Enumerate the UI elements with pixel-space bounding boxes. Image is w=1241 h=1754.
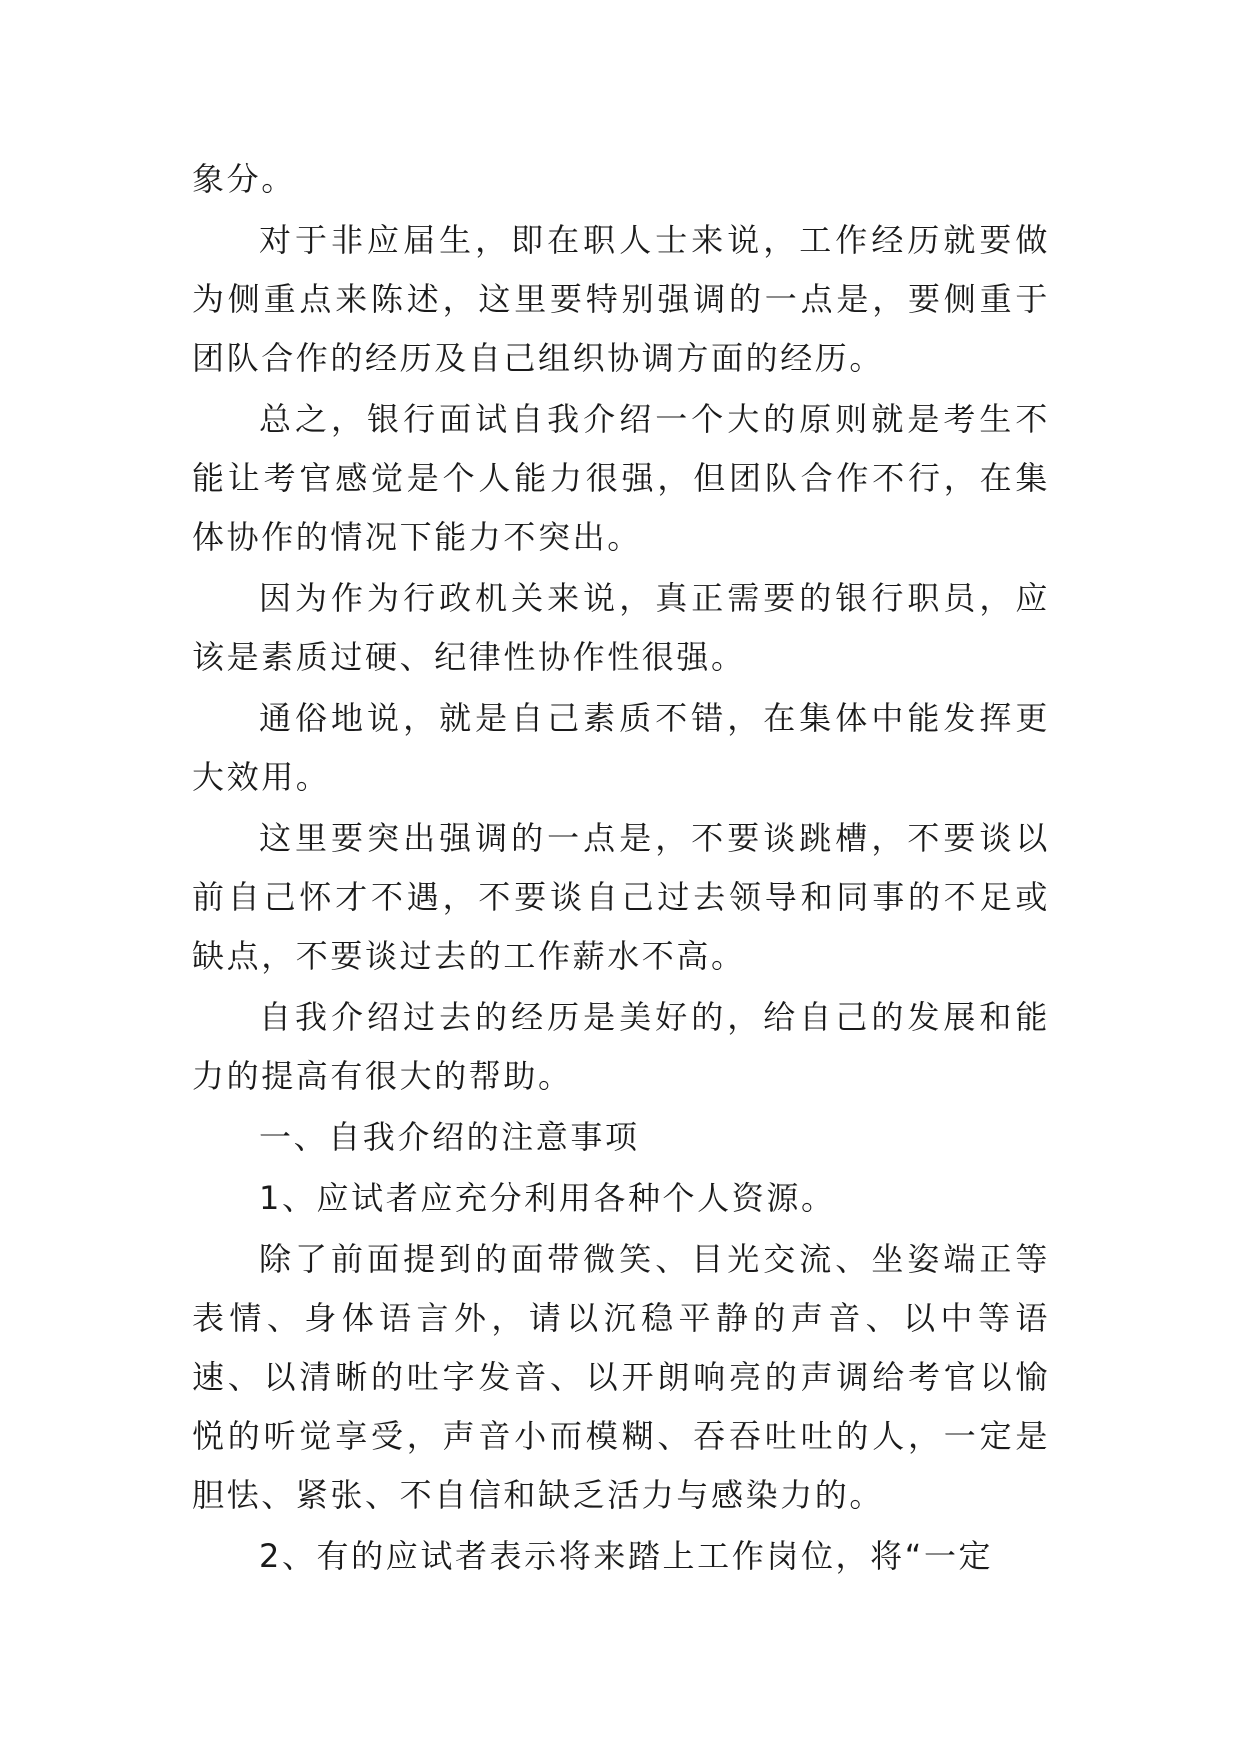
paragraph: 象分。 [192,160,296,198]
list-item-heading: 2、有的应试者表示将来踏上工作岗位，将“一定 [259,1537,994,1575]
list-item-heading: 1、应试者应充分利用各种个人资源。 [259,1179,836,1217]
section-heading: 一、自我介绍的注意事项 [259,1118,640,1156]
paragraph: 总之，银行面试自我介绍一个大的原则就是考生不能让考官感觉是个人能力很强，但团队合作不行，在集体协作的情况下能力不突出。 [192,400,1050,556]
paragraph: 因为作为行政机关来说，真正需要的银行职员，应该是素质过硬、纪律性协作性很强。 [192,579,1050,676]
paragraph: 除了前面提到的面带微笑、目光交流、坐姿端正等表情、身体语言外，请以沉稳平静的声音、以中等语速、以清晰的吐字发音、以开朗响亮的声调给考官以愉悦的听觉享受，声音小而模糊、吞吞吐吐的人，一定是胆怯、紧张、不自信和缺乏活力与感染力的。 [192,1240,1050,1514]
paragraph: 通俗地说，就是自己素质不错，在集体中能发挥更大效用。 [192,699,1050,796]
paragraph: 自我介绍过去的经历是美好的，给自己的发展和能力的提高有很大的帮助。 [192,998,1050,1095]
paragraph: 对于非应届生，即在职人士来说，工作经历就要做为侧重点来陈述，这里要特别强调的一点是，要侧重于团队合作的经历及自己组织协调方面的经历。 [192,221,1050,377]
document-body [192,150,1050,1586]
paragraph: 这里要突出强调的一点是，不要谈跳槽，不要谈以前自己怀才不遇，不要谈自己过去领导和同事的不足或缺点，不要谈过去的工作薪水不高。 [192,819,1050,975]
